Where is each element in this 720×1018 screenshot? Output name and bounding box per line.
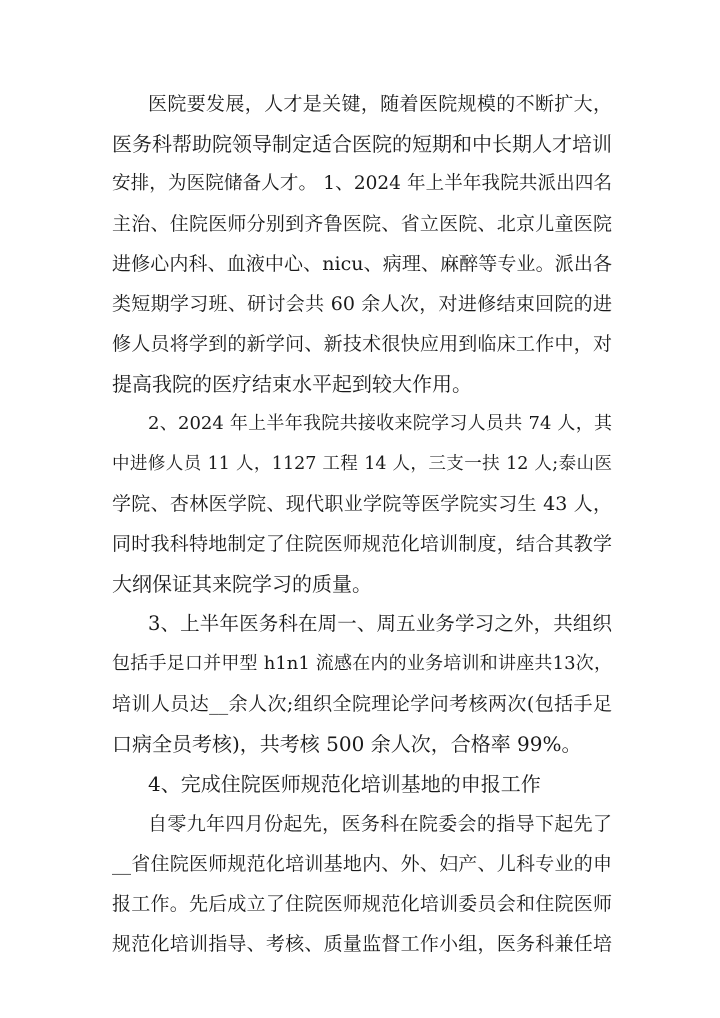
paragraph-1-line-6: 类短期学习班、研讨会共 60 余人次，对进修结束回院的进 (112, 293, 612, 315)
paragraph-1-line-2: 医务科帮助院领导制定适合医院的短期和中长期人才培训 (112, 132, 612, 156)
paragraph-2-line-3: 学院、杏林医学院、现代职业学院等医学院实习生 43 人， (112, 493, 612, 515)
section-4-heading: 4、完成住院医师规范化培训基地的申报工作 (148, 772, 541, 796)
paragraph-1-line-5: 进修心内科、血液中心、nicu、病理、麻醉等专业。派出各 (112, 253, 612, 275)
paragraph-2-line-4: 同时我科特地制定了住院医师规范化培训制度，结合其教学 (112, 533, 612, 555)
paragraph-3-line-1: 3、上半年医务科在周一、周五业务学习之外，共组织 (148, 612, 612, 635)
paragraph-3-line-4: 口病全员考核)，共考核 500 余人次，合格率 99%。 (112, 732, 582, 756)
paragraph-1-line-1: 医院要发展，人才是关键，随着医院规模的不断扩大， (148, 93, 612, 115)
paragraph-4-line-3: 报工作。先后成立了住院医师规范化培训委员会和住院医师 (112, 893, 612, 915)
paragraph-1-line-3: 安排，为医院储备人才。 1、2024 年上半年我院共派出四名 (112, 173, 612, 194)
paragraph-4-line-2: __省住院医师规范化培训基地内、外、妇产、儿科专业的申 (112, 853, 612, 875)
paragraph-1-line-7: 修人员将学到的新学问、新技术很快应用到临床工作中，对 (112, 333, 612, 355)
paragraph-1-line-4: 主治、住院医师分别到齐鲁医院、省立医院、北京儿童医院 (112, 213, 612, 235)
paragraph-1-line-8: 提高我院的医疗结束水平起到较大作用。 (112, 372, 472, 396)
paragraph-3-line-2: 包括手足口并甲型 h1n1 流感在内的业务培训和讲座共13次， (112, 653, 612, 674)
paragraph-2-line-1: 2、2024 年上半年我院共接收来院学习人员共 74 人，其 (148, 413, 612, 434)
paragraph-2-line-5: 大纲保证其来院学习的质量。 (112, 572, 372, 596)
paragraph-3-line-3: 培训人员达__余人次;组织全院理论学问考核两次(包括手足 (112, 693, 612, 715)
paragraph-2-line-2: 中进修人员 11 人，1127 工程 14 人，三支一扶 12 人;泰山医 (112, 454, 612, 474)
paragraph-4-line-4: 规范化培训指导、考核、质量监督工作小组，医务科兼任培 (112, 933, 612, 955)
paragraph-4-line-1: 自零九年四月份起先，医务科在院委会的指导下起先了 (148, 813, 612, 835)
